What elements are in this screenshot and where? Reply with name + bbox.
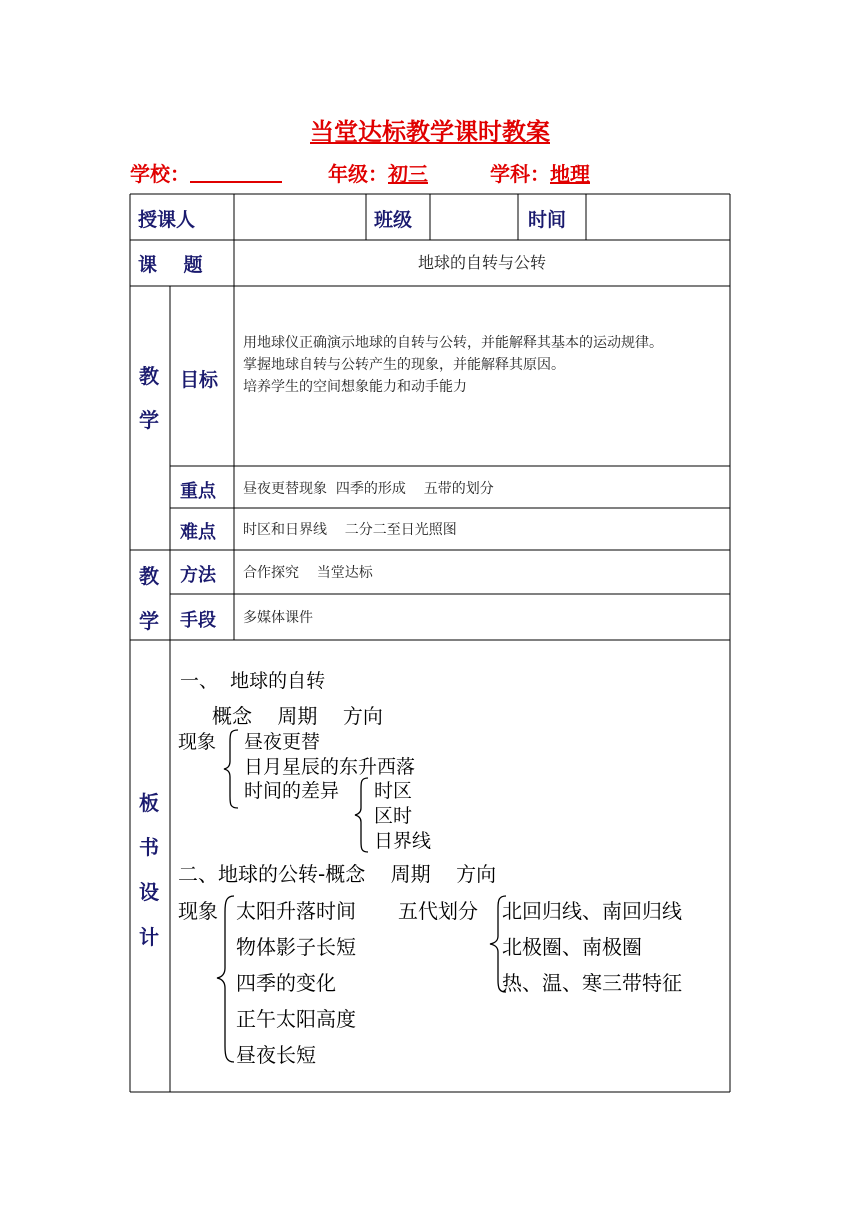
s1-heading: 一、 地球的自转 (180, 670, 326, 692)
goal-item: 用地球仪正确演示地球的自转与公转，并能解释其基本的运动规律。 (243, 335, 663, 351)
s2-item: 物体影子长短 (236, 935, 356, 959)
s2-sub-item: 北回归线、南回归线 (502, 899, 682, 923)
s1-item: 时间的差异 (244, 780, 340, 802)
teacher-label: 授课人 (138, 209, 196, 231)
goals-list (243, 332, 727, 398)
s2-phenomenon: 现象 (178, 899, 218, 923)
board-char-4: 计 (139, 925, 159, 949)
school-blank (190, 161, 282, 183)
teaching-char-1: 教 (139, 364, 159, 388)
s1-sub-item: 时区 (374, 780, 413, 802)
difficulty-label: 难点 (180, 522, 216, 543)
s2-sub-item: 热、温、寒三带特征 (502, 971, 682, 995)
s2-sub-item: 北极圈、南极圈 (502, 935, 642, 959)
teaching-char-2: 学 (139, 408, 159, 432)
class-label: 班级 (374, 209, 413, 231)
s2-brace (214, 894, 238, 1066)
topic-label: 课 题 (138, 254, 203, 276)
s2-item: 正午太阳高度 (236, 1007, 356, 1031)
subject-value: 地理 (550, 162, 590, 186)
means-label: 手段 (180, 610, 216, 631)
page-title: 当堂达标教学课时教案 (310, 118, 550, 146)
subject-label: 学科： (490, 162, 550, 186)
goal-item: 掌握地球自转与公转产生的现象，并能解释其原因。 (243, 357, 565, 373)
s1-concepts: 概念 周期 方向 (212, 704, 383, 728)
s1-sub-brace (352, 776, 374, 854)
board-char-3: 设 (139, 880, 159, 904)
grade-field (328, 158, 428, 187)
school-field (130, 158, 282, 187)
s2-zones-label: 五代划分 (398, 899, 478, 923)
s2-item: 太阳升落时间 (236, 899, 356, 923)
board-char-1: 板 (139, 791, 159, 815)
key-value: 昼夜更替现象 四季的形成 五带的划分 (243, 481, 494, 497)
s1-sub-item: 区时 (374, 805, 413, 827)
s2-item: 四季的变化 (236, 971, 336, 995)
s2-heading: 二、地球的公转-概念 周期 方向 (178, 862, 497, 886)
time-label: 时间 (528, 209, 567, 231)
teaching2-char-2: 学 (139, 609, 159, 633)
key-label: 重点 (180, 481, 216, 502)
s1-brace (222, 728, 244, 810)
school-label: 学校： (130, 162, 190, 186)
s1-item: 日月星辰的东升西落 (244, 756, 416, 778)
method-label: 方法 (180, 565, 216, 586)
teaching2-char-1: 教 (139, 564, 159, 588)
subject-field (490, 158, 590, 187)
means-value: 多媒体课件 (243, 610, 313, 626)
s1-item: 昼夜更替 (244, 731, 321, 753)
s2-item: 昼夜长短 (236, 1043, 316, 1067)
s1-phenomenon: 现象 (178, 731, 217, 753)
goal-label: 目标 (180, 369, 219, 391)
grade-value: 初三 (388, 162, 428, 186)
goal-item: 培养学生的空间想象能力和动手能力 (243, 379, 467, 395)
grade-label: 年级： (328, 162, 388, 186)
board-char-2: 书 (139, 835, 159, 859)
s1-sub-item: 日界线 (374, 830, 432, 852)
topic-value: 地球的自转与公转 (417, 253, 546, 272)
difficulty-value: 时区和日界线 二分二至日光照图 (243, 522, 457, 538)
method-value: 合作探究 当堂达标 (243, 565, 373, 581)
